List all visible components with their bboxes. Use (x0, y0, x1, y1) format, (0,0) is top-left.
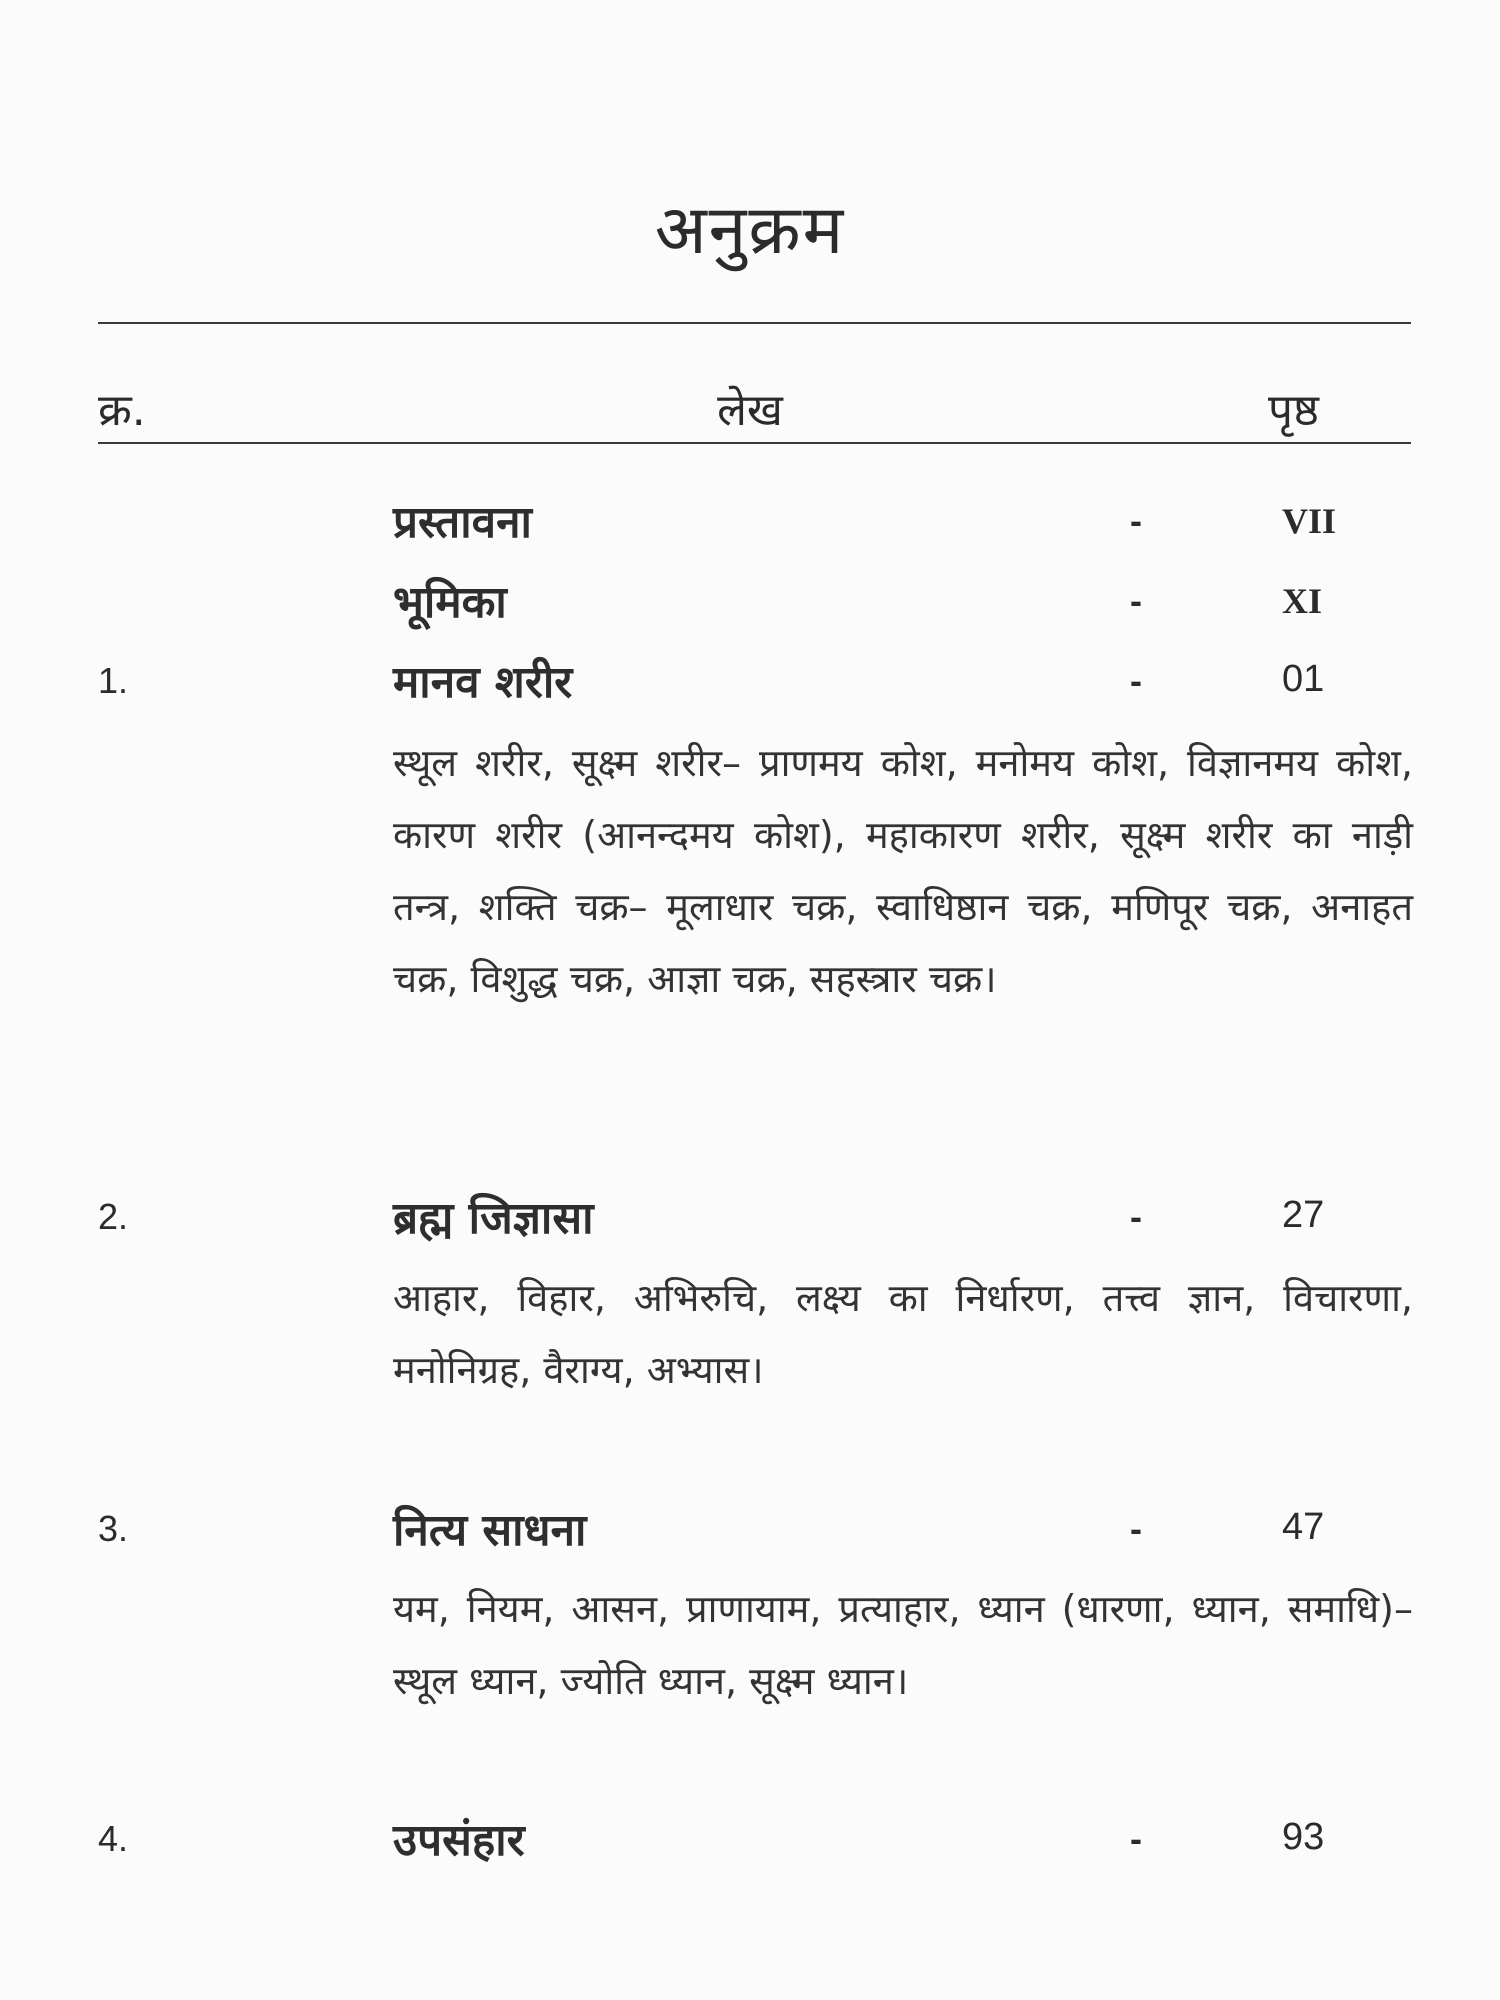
entry-number: 1. (98, 660, 129, 701)
entry-page-number: 27 (1282, 1194, 1325, 1236)
page-title: अनुक्रम (654, 191, 846, 270)
entry-title: मानव शरीर (393, 657, 573, 708)
entry-dash: - (1130, 660, 1142, 701)
entry-page-number: 01 (1282, 658, 1325, 700)
entry-dash: - (1130, 580, 1142, 621)
entry-page-number: 47 (1282, 1506, 1325, 1548)
entry-title: उपसंहार (393, 1815, 525, 1866)
top-divider (98, 322, 1411, 324)
header-divider (98, 442, 1411, 444)
entry-dash: - (1130, 500, 1142, 541)
entry-number: 3. (98, 1508, 129, 1549)
entry-dash: - (1130, 1196, 1142, 1237)
entry-dash: - (1130, 1818, 1142, 1859)
entry-page-number: XI (1282, 581, 1323, 621)
column-header-number: क्र. (98, 385, 146, 436)
entry-page-number: 93 (1282, 1816, 1325, 1858)
entry-dash: - (1130, 1508, 1142, 1549)
entry-number: 4. (98, 1818, 129, 1859)
entry-description: आहार, विहार, अभिरुचि, लक्ष्य का निर्धारण, तत्त्व ज्ञान, विचारणा, मनोनिग्रह, वैराग्य, अभ्यास। (393, 1276, 1413, 1392)
entry-title: ब्रह्म जिज्ञासा (393, 1193, 594, 1244)
entry-title: प्रस्तावना (393, 497, 532, 548)
entry-title: नित्य साधना (393, 1505, 587, 1556)
entry-description: स्थूल शरीर, सूक्ष्म शरीर– प्राणमय कोश, मनोमय कोश, विज्ञानमय कोश, कारण शरीर (आनन्दमय कोश), महाकारण शरीर, सूक्ष्म शरीर का नाड़ी तन्त्र, शक्ति चक्र– मूलाधार चक्र, स्वाधिष्ठान चक्र, मणिपूर चक्र, अनाहत चक्र, विशुद्ध चक्र, आज्ञा चक्र, सहस्त्रार चक्र। (393, 741, 1413, 1001)
entry-title: भूमिका (393, 577, 507, 628)
entry-description: यम, नियम, आसन, प्राणायाम, प्रत्याहार, ध्यान (धारणा, ध्यान, समाधि)– स्थूल ध्यान, ज्योति ध्यान, सूक्ष्म ध्यान। (393, 1587, 1413, 1703)
entry-page-number: VII (1282, 501, 1337, 541)
column-header-article: लेख (717, 385, 783, 436)
entry-number: 2. (98, 1196, 129, 1237)
column-header-page: पृष्ठ (1268, 385, 1319, 436)
